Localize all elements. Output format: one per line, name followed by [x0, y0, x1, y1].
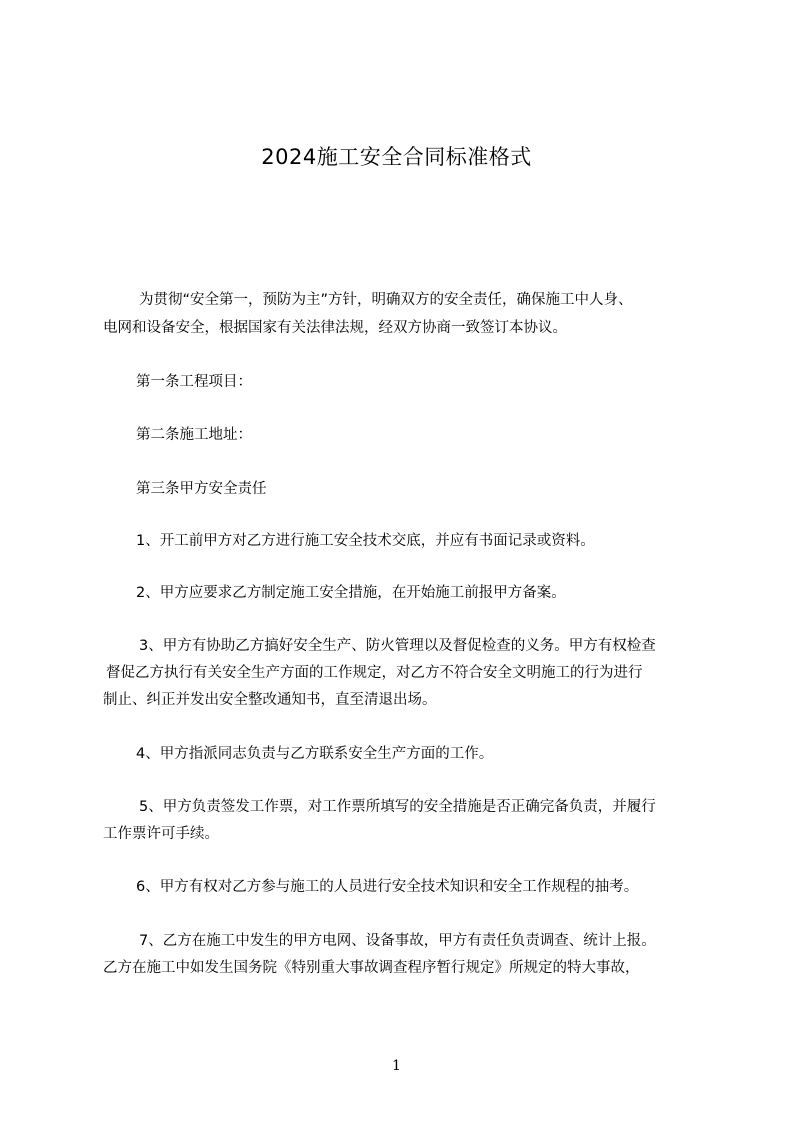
list-item: 4、甲方指派同志负责与乙方联系安全生产方面的工作。	[136, 746, 494, 762]
clause-heading: 第二条施工地址：	[136, 427, 252, 443]
document-title: 2024施工安全合同标准格式	[261, 145, 532, 169]
list-item-continuation: 工作票许可手续。	[103, 826, 219, 842]
clause-heading: 第一条工程项目：	[136, 374, 252, 390]
list-item: 5、甲方负责签发工作票，对工作票所填写的安全措施是否正确完备负责，并履行	[139, 799, 656, 815]
paragraph-line: 电网和设备安全，根据国家有关法律法规，经双方协商一致签订本协议。	[103, 320, 567, 336]
list-item: 2、甲方应要求乙方制定施工安全措施，在开始施工前报甲方备案。	[136, 585, 566, 601]
page-number: 1	[392, 1058, 401, 1074]
list-item: 1、开工前甲方对乙方进行施工安全技术交底，并应有书面记录或资料。	[136, 533, 595, 549]
list-item: 3、甲方有协助乙方搞好安全生产、防火管理以及督促检查的义务。甲方有权检查	[139, 638, 656, 654]
list-item: 7、乙方在施工中发生的甲方电网、设备事故，甲方有责任负责调查、统计上报。	[139, 933, 656, 949]
list-item-continuation: 制止、纠正并发出安全整改通知书，直至清退出场。	[103, 692, 437, 708]
list-item-continuation: 乙方在施工中如发生国务院《特别重大事故调查程序暂行规定》所规定的特大事故，	[103, 960, 640, 976]
list-item-continuation: 督促乙方执行有关安全生产方面的工作规定，对乙方不符合安全文明施工的行为进行	[106, 665, 643, 681]
list-item: 6、甲方有权对乙方参与施工的人员进行安全技术知识和安全工作规程的抽考。	[136, 879, 639, 895]
clause-heading: 第三条甲方安全责任	[136, 481, 267, 497]
paragraph-line: 为贯彻“安全第一，预防为主”方针，明确双方的安全责任，确保施工中人身、	[139, 292, 633, 308]
